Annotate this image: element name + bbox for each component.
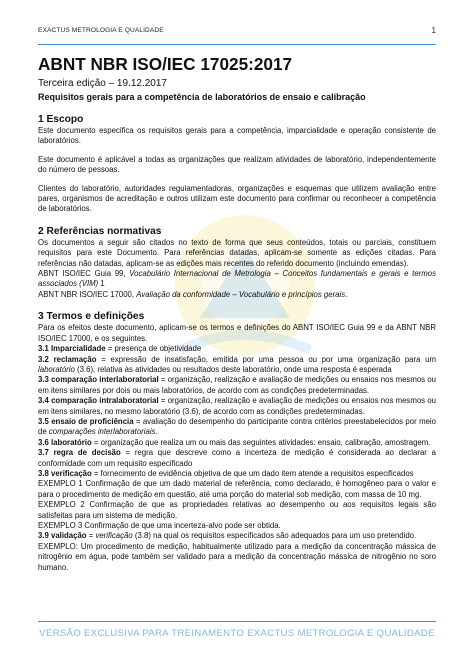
example-3: EXEMPLO 3 Confirmação de que uma incerteza-alvo pode ser obtida.	[38, 521, 281, 530]
example-2: EXEMPLO 2 Confirmação de que as propriedades relativas ao desempenho ou aos requisitos legais são satisfeitas para um sistema de medição.	[38, 500, 436, 520]
term-3-3: 3.3 comparação interlaboratorial = organização, realização e avaliação de medições ou ensaios nos mesmos ou em itens similares por dois ou mais laboratórios, de acordo com as condições predeterminadas.	[38, 375, 436, 395]
header-company: EXACTUS METROLOGIA E QUALIDADE	[38, 27, 164, 34]
document-subtitle: Requisitos gerais para a competência de laboratórios de ensaio e calibração	[38, 92, 366, 102]
term-3-6: 3.6 laboratório = organização que realiza um ou mais das seguintes atividades: ensaio, calibração, amostragem.	[38, 437, 431, 447]
footer-rule	[38, 621, 436, 622]
term-3-7: 3.7 regra de decisão = regra que descreve como a incerteza de medição é considerada ao declarar a conformidade com um requisito especificado	[38, 448, 436, 468]
page-number: 1	[431, 26, 436, 35]
term-3-5: 3.5 ensaio de proficiência = avaliação do desempenho do participante contra critérios preestabelecidos por meio de comparações interlaboratoriais.	[38, 416, 436, 437]
term-3-4: 3.4 comparação intralaboratorial = organização, realização e avaliação de medições ou ensaios nos mesmos ou em itens similares, no mesmo laboratório (3.6), de acordo com as condições predeterminadas.	[38, 396, 436, 416]
document-title: ABNT NBR ISO/IEC 17025:2017	[38, 54, 293, 74]
document-body	[38, 54, 436, 573]
page-header	[38, 27, 436, 41]
section-1-paragraph-1: Este documento especifica os requisitos gerais para a competência, imparcialidade e operação consistente de laboratórios.	[38, 126, 436, 146]
example-1: EXEMPLO 1 Confirmação de que um dado material de referência, como declarado, é homogêneo para o valor e para o procedimento de medição em questão, até uma porção do material sob medição, com massa de 10 mg.	[38, 479, 436, 499]
reference-guia-99: ABNT ISO/IEC Guia 99, Vocabulário Internacional de Metrologia – Conceitos fundamentais e gerais e termos associados (VIM) 1	[38, 269, 437, 289]
term-3-9: 3.9 validação = verificação (3.8) na qual os requisitos especificados são adequados para um uso pretendido.	[38, 531, 417, 541]
section-2-heading: 2 Referências normativas	[38, 225, 162, 237]
reference-17000: ABNT NBR ISO/IEC 17000, Avaliação da conformidade – Vocabulário e princípios gerais.	[38, 289, 348, 299]
term-3-8: 3.8 verificação = fornecimento de evidência objetiva de que um dado item atende a requisitos especificados	[38, 468, 414, 478]
page-footer: VERSÃO EXCLUSIVA PARA TREINAMENTO EXACTUS METROLOGIA E QUALIDADE	[39, 628, 435, 639]
section-3-intro: Para os efeitos deste documento, aplicam-se os termos e definições do ABNT ISO/IEC Guia 99 e da ABNT NBR ISO/IEC 17000, e os seguintes.	[38, 323, 436, 343]
section-2-paragraph: Os documentos a seguir são citados no texto de forma que seus conteúdos, totais ou parciais, constituem requisitos para este Documento. Para referências datadas, aplicam-se somente as edições citadas. Para referências não datadas, aplicam-se as edições mais recentes do referido documento (incluindo emendas).	[38, 237, 436, 268]
example-validation: EXEMPLO: Um procedimento de medição, habitualmente utilizado para a medição da concentração mássica de nitrogênio em água, pode também ser validado para a medição da concentração mássica de nitrogênio no soro humano.	[38, 541, 436, 572]
section-3-heading: 3 Termos e definições	[38, 311, 145, 323]
section-1-paragraph-3: Clientes do laboratório, autoridades regulamentadoras, organizações e esquemas que utilizem avaliação entre pares, organismos de acreditação e outros utilizam este documento para confirmar ou reconhecer a competência de laboratórios.	[38, 183, 436, 214]
edition-line: Terceira edição – 19.12.2017	[38, 78, 167, 89]
section-1-paragraph-2: Este documento é aplicável a todas as organizações que realizam atividades de laboratório, independentemente do número de pessoas.	[38, 154, 436, 175]
header-rule	[38, 44, 436, 45]
section-1-heading: 1 Escopo	[38, 114, 84, 125]
term-3-2: 3.2 reclamação = expressão de insatisfação, emitida por uma pessoa ou por uma organização para um laboratório (3.6), relativa às atividades ou resultados deste laboratório, onde uma resposta é esperada	[38, 354, 436, 374]
term-3-1: 3.1 Imparcialidade = presença de objetividade	[38, 344, 202, 354]
